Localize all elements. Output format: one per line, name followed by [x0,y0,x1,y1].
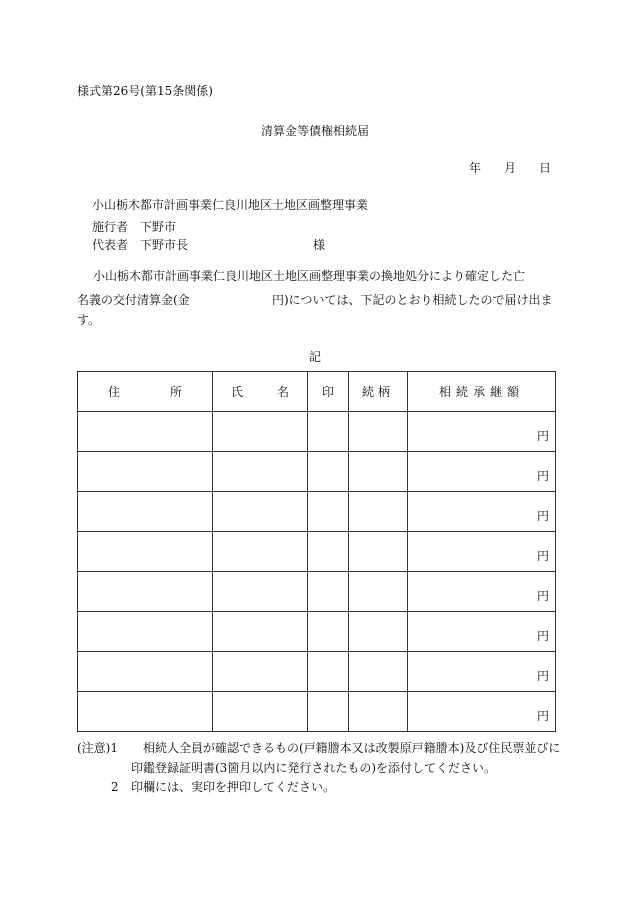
executor-line: 施行者 下野市 [92,220,177,234]
yen-unit: 円 [536,429,549,443]
table-row [78,692,556,732]
yen-unit: 円 [536,629,549,643]
seal-cell[interactable] [308,612,349,652]
heirs-table [77,371,556,732]
yen-unit: 円 [536,589,549,603]
representative-line: 代表者 下野市長 [92,238,189,252]
address-cell[interactable] [78,452,213,492]
name-cell[interactable] [213,412,308,452]
table-row [78,412,556,452]
date-month-label: 月 [504,161,517,175]
relation-cell[interactable] [349,692,408,732]
form-number: 様式第26号(第15条関係) [77,84,213,98]
yen-unit: 円 [536,709,549,723]
date-day-label: 日 [539,161,552,175]
table-header-row [78,372,556,412]
yen-unit: 円 [536,509,549,523]
name-cell[interactable] [213,612,308,652]
amount-cell[interactable] [408,612,556,652]
table-row [78,652,556,692]
header-relation: 続柄 [349,372,408,412]
body-text-line-2b: 円)については、下記のとおり相続したので届け出ま [272,293,553,307]
address-cell[interactable] [78,692,213,732]
relation-cell[interactable] [349,532,408,572]
yen-unit: 円 [536,669,549,683]
relation-cell[interactable] [349,492,408,532]
amount-cell[interactable] [408,452,556,492]
address-cell[interactable] [78,572,213,612]
notes-heading: (注意)1 [77,741,118,755]
yen-unit: 円 [536,549,549,563]
amount-cell[interactable] [408,692,556,732]
seal-cell[interactable] [308,452,349,492]
ki-heading: 記 [308,350,321,364]
amount-cell[interactable] [408,532,556,572]
relation-cell[interactable] [349,452,408,492]
amount-cell[interactable] [408,572,556,612]
seal-cell[interactable] [308,572,349,612]
date-year-label: 年 [469,161,482,175]
note-2-text: 印欄には、実印を押印してください。 [131,780,336,794]
header-name-char-1: 氏 [231,385,244,399]
body-text-line-1: 小山栃木都市計画事業仁良川地区土地区画整理事業の換地処分により確定した亡 [93,269,526,283]
name-cell[interactable] [213,652,308,692]
name-cell[interactable] [213,492,308,532]
body-text-line-2a: 名義の交付清算金(金 [77,293,190,307]
name-cell[interactable] [213,692,308,732]
header-address-char-1: 住 [108,385,121,399]
header-name [213,372,308,412]
address-cell[interactable] [78,412,213,452]
table-row [78,492,556,532]
document-title: 清算金等債権相続届 [260,124,369,138]
header-amount: 相続承継額 [408,372,556,412]
relation-cell[interactable] [349,652,408,692]
header-address-char-2: 所 [169,385,182,399]
relation-cell[interactable] [349,612,408,652]
seal-cell[interactable] [308,532,349,572]
relation-cell[interactable] [349,412,408,452]
yen-unit: 円 [536,469,549,483]
table-row [78,452,556,492]
name-cell[interactable] [213,532,308,572]
name-cell[interactable] [213,572,308,612]
table-row [78,572,556,612]
table-row [78,612,556,652]
amount-cell[interactable] [408,412,556,452]
project-name: 小山栃木都市計画事業仁良川地区土地区画整理事業 [92,198,369,212]
address-cell[interactable] [78,652,213,692]
seal-cell[interactable] [308,412,349,452]
address-cell[interactable] [78,612,213,652]
address-cell[interactable] [78,532,213,572]
note-2-number: 2 [111,780,119,794]
note-1-line-1: 相続人全員が確認できるもの(戸籍謄本又は改製原戸籍謄本)及び住民票並びに [143,741,561,755]
seal-cell[interactable] [308,492,349,532]
relation-cell[interactable] [349,572,408,612]
header-name-char-2: 名 [276,385,289,399]
header-seal: 印 [308,372,349,412]
honorific-suffix: 様 [313,238,326,252]
seal-cell[interactable] [308,692,349,732]
table-row [78,532,556,572]
amount-cell[interactable] [408,652,556,692]
body-text-line-3: す。 [77,313,101,327]
note-1-line-2: 印鑑登録証明書(3箇月以内に発行されたもの)を添付してください。 [131,761,497,775]
seal-cell[interactable] [308,652,349,692]
address-cell[interactable] [78,492,213,532]
amount-cell[interactable] [408,492,556,532]
name-cell[interactable] [213,452,308,492]
header-address [78,372,213,412]
